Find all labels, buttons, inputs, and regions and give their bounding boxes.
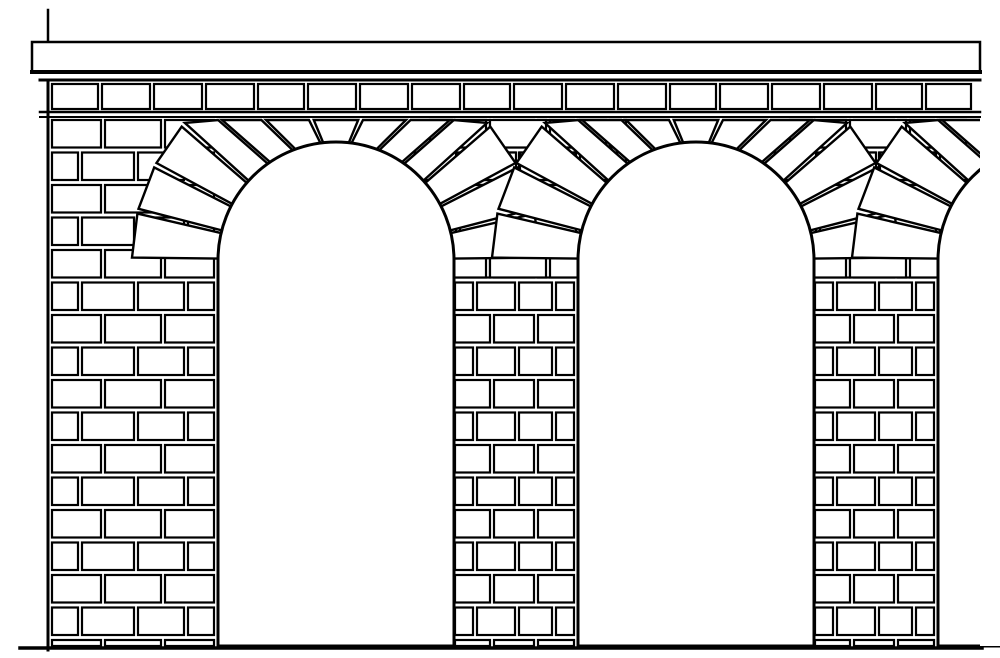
pier-brick bbox=[898, 640, 934, 646]
pier-brick bbox=[494, 315, 534, 343]
arch-voussoir bbox=[674, 120, 718, 143]
pier-brick bbox=[854, 575, 894, 603]
top-course-brick bbox=[308, 84, 356, 109]
pier-brick bbox=[916, 413, 934, 441]
pier-brick bbox=[138, 478, 184, 506]
top-course-brick bbox=[772, 84, 820, 109]
pier-brick bbox=[455, 608, 473, 636]
pier-brick bbox=[494, 575, 534, 603]
pier-brick bbox=[494, 510, 534, 538]
pier-brick bbox=[188, 543, 214, 571]
right-edge-mask bbox=[980, 80, 1000, 646]
pier-brick bbox=[837, 478, 875, 506]
pier-brick bbox=[82, 608, 134, 636]
pier-brick bbox=[52, 608, 78, 636]
pier-brick bbox=[188, 348, 214, 376]
top-course-brick bbox=[514, 84, 562, 109]
pier-brick bbox=[52, 348, 78, 376]
pier-brick bbox=[898, 315, 934, 343]
pier-brick bbox=[455, 413, 473, 441]
pier-brick bbox=[494, 640, 534, 646]
pier-brick bbox=[898, 445, 934, 473]
pier-brick bbox=[138, 608, 184, 636]
pier-brick bbox=[105, 445, 161, 473]
pier-brick bbox=[165, 575, 214, 603]
pier-brick bbox=[519, 478, 552, 506]
pier-brick bbox=[519, 413, 552, 441]
pier-brick bbox=[494, 380, 534, 408]
pier-brick bbox=[477, 478, 515, 506]
pier-brick bbox=[854, 510, 894, 538]
top-course-brick bbox=[926, 84, 971, 109]
pier-brick bbox=[556, 543, 574, 571]
pier-brick bbox=[82, 348, 134, 376]
pier-brick bbox=[165, 640, 214, 646]
pier-brick bbox=[837, 413, 875, 441]
pier-brick bbox=[455, 445, 490, 473]
pier-brick bbox=[455, 478, 473, 506]
pier-brick bbox=[854, 445, 894, 473]
pier-brick bbox=[82, 543, 134, 571]
pier-brick bbox=[105, 640, 161, 646]
pier-brick bbox=[815, 543, 833, 571]
pier-brick bbox=[165, 445, 214, 473]
pier-brick bbox=[854, 380, 894, 408]
pier-brick bbox=[455, 315, 490, 343]
pier-brick bbox=[854, 640, 894, 646]
pier-brick bbox=[538, 640, 574, 646]
pier-brick bbox=[916, 608, 934, 636]
top-course-brick bbox=[670, 84, 716, 109]
pier-brick bbox=[538, 315, 574, 343]
pier-brick bbox=[82, 283, 134, 311]
pier-brick bbox=[52, 575, 101, 603]
pier-brick bbox=[556, 608, 574, 636]
pier-brick bbox=[898, 510, 934, 538]
pier-brick bbox=[898, 380, 934, 408]
pier-brick bbox=[52, 445, 101, 473]
pier-brick bbox=[837, 543, 875, 571]
pier-brick bbox=[52, 315, 101, 343]
pier-brick bbox=[815, 445, 850, 473]
top-course-brick bbox=[412, 84, 460, 109]
pier-brick bbox=[455, 283, 473, 311]
pier-brick bbox=[105, 380, 161, 408]
pier-brick bbox=[916, 478, 934, 506]
pier-brick bbox=[815, 348, 833, 376]
pier-brick bbox=[916, 543, 934, 571]
top-course-brick bbox=[824, 84, 872, 109]
pier-brick bbox=[52, 478, 78, 506]
top-course-brick bbox=[464, 84, 510, 109]
pier-brick bbox=[455, 510, 490, 538]
pier-brick bbox=[52, 250, 101, 278]
pier-brick bbox=[52, 120, 101, 148]
pier-brick bbox=[519, 348, 552, 376]
pier-brick bbox=[105, 575, 161, 603]
pier-brick bbox=[538, 510, 574, 538]
pier-brick bbox=[837, 283, 875, 311]
pier-brick bbox=[556, 413, 574, 441]
pier-brick bbox=[455, 640, 490, 646]
pier-brick bbox=[879, 413, 912, 441]
pier-brick bbox=[494, 445, 534, 473]
pier-brick bbox=[538, 445, 574, 473]
pier-brick bbox=[879, 478, 912, 506]
pier-brick bbox=[455, 575, 490, 603]
pier-brick bbox=[477, 608, 515, 636]
pier-brick bbox=[854, 315, 894, 343]
pier-brick bbox=[52, 640, 101, 646]
pier-brick bbox=[879, 543, 912, 571]
pier-brick bbox=[815, 608, 833, 636]
pier-brick bbox=[52, 543, 78, 571]
top-course-brick bbox=[52, 84, 98, 109]
pier-brick bbox=[519, 543, 552, 571]
top-course-brick bbox=[258, 84, 304, 109]
pier-brick bbox=[538, 575, 574, 603]
top-course-brick bbox=[566, 84, 614, 109]
pier-brick bbox=[455, 348, 473, 376]
pier-brick bbox=[52, 185, 101, 213]
pier-brick bbox=[898, 575, 934, 603]
top-course-brick bbox=[206, 84, 254, 109]
pier-brick bbox=[477, 413, 515, 441]
pier-brick bbox=[519, 608, 552, 636]
pier-brick bbox=[188, 478, 214, 506]
pier-brick bbox=[815, 315, 850, 343]
pier-brick bbox=[916, 283, 934, 311]
pier-brick bbox=[477, 283, 515, 311]
pier-brick bbox=[815, 380, 850, 408]
pier-brick bbox=[556, 283, 574, 311]
pier-brick bbox=[52, 218, 78, 246]
pier-brick bbox=[815, 478, 833, 506]
pier-brick bbox=[815, 413, 833, 441]
cornice-slab bbox=[32, 42, 980, 72]
pier-brick bbox=[52, 153, 78, 181]
pier-brick bbox=[815, 575, 850, 603]
pier-brick bbox=[879, 608, 912, 636]
pier-brick bbox=[538, 380, 574, 408]
pier-brick bbox=[52, 283, 78, 311]
pier-brick bbox=[477, 348, 515, 376]
pier-brick bbox=[815, 640, 850, 646]
pier-brick bbox=[138, 543, 184, 571]
pier-brick bbox=[138, 413, 184, 441]
pier-brick bbox=[837, 348, 875, 376]
top-course-brick bbox=[876, 84, 922, 109]
pier-brick bbox=[556, 478, 574, 506]
pier-brick bbox=[165, 380, 214, 408]
arch-opening bbox=[578, 142, 814, 646]
pier-brick bbox=[455, 543, 473, 571]
pier-brick bbox=[52, 413, 78, 441]
pier-brick bbox=[138, 348, 184, 376]
pier-brick bbox=[879, 283, 912, 311]
pier-brick bbox=[82, 413, 134, 441]
pier-brick bbox=[455, 380, 490, 408]
pier-brick bbox=[82, 153, 134, 181]
pier-brick bbox=[188, 413, 214, 441]
pier-brick bbox=[165, 510, 214, 538]
pier-brick bbox=[916, 348, 934, 376]
pier-brick bbox=[52, 510, 101, 538]
pier-brick bbox=[188, 283, 214, 311]
top-course-brick bbox=[154, 84, 202, 109]
arch-voussoir bbox=[314, 120, 358, 143]
pier-brick bbox=[165, 315, 214, 343]
pier-brick bbox=[477, 543, 515, 571]
pier-brick bbox=[519, 283, 552, 311]
pier-brick bbox=[138, 283, 184, 311]
pier-brick bbox=[82, 478, 134, 506]
pier-brick bbox=[879, 348, 912, 376]
pier-brick bbox=[105, 120, 161, 148]
pier-brick bbox=[82, 218, 134, 246]
pier-brick bbox=[188, 608, 214, 636]
top-course-brick bbox=[102, 84, 150, 109]
arch-opening bbox=[218, 142, 454, 646]
pier-brick bbox=[815, 283, 833, 311]
pier-brick bbox=[556, 348, 574, 376]
top-course-brick bbox=[720, 84, 768, 109]
pier-brick bbox=[815, 510, 850, 538]
top-course-brick bbox=[360, 84, 408, 109]
pier-brick bbox=[52, 380, 101, 408]
top-course-brick bbox=[618, 84, 666, 109]
pier-brick bbox=[105, 510, 161, 538]
pier-brick bbox=[837, 608, 875, 636]
pier-brick bbox=[105, 315, 161, 343]
